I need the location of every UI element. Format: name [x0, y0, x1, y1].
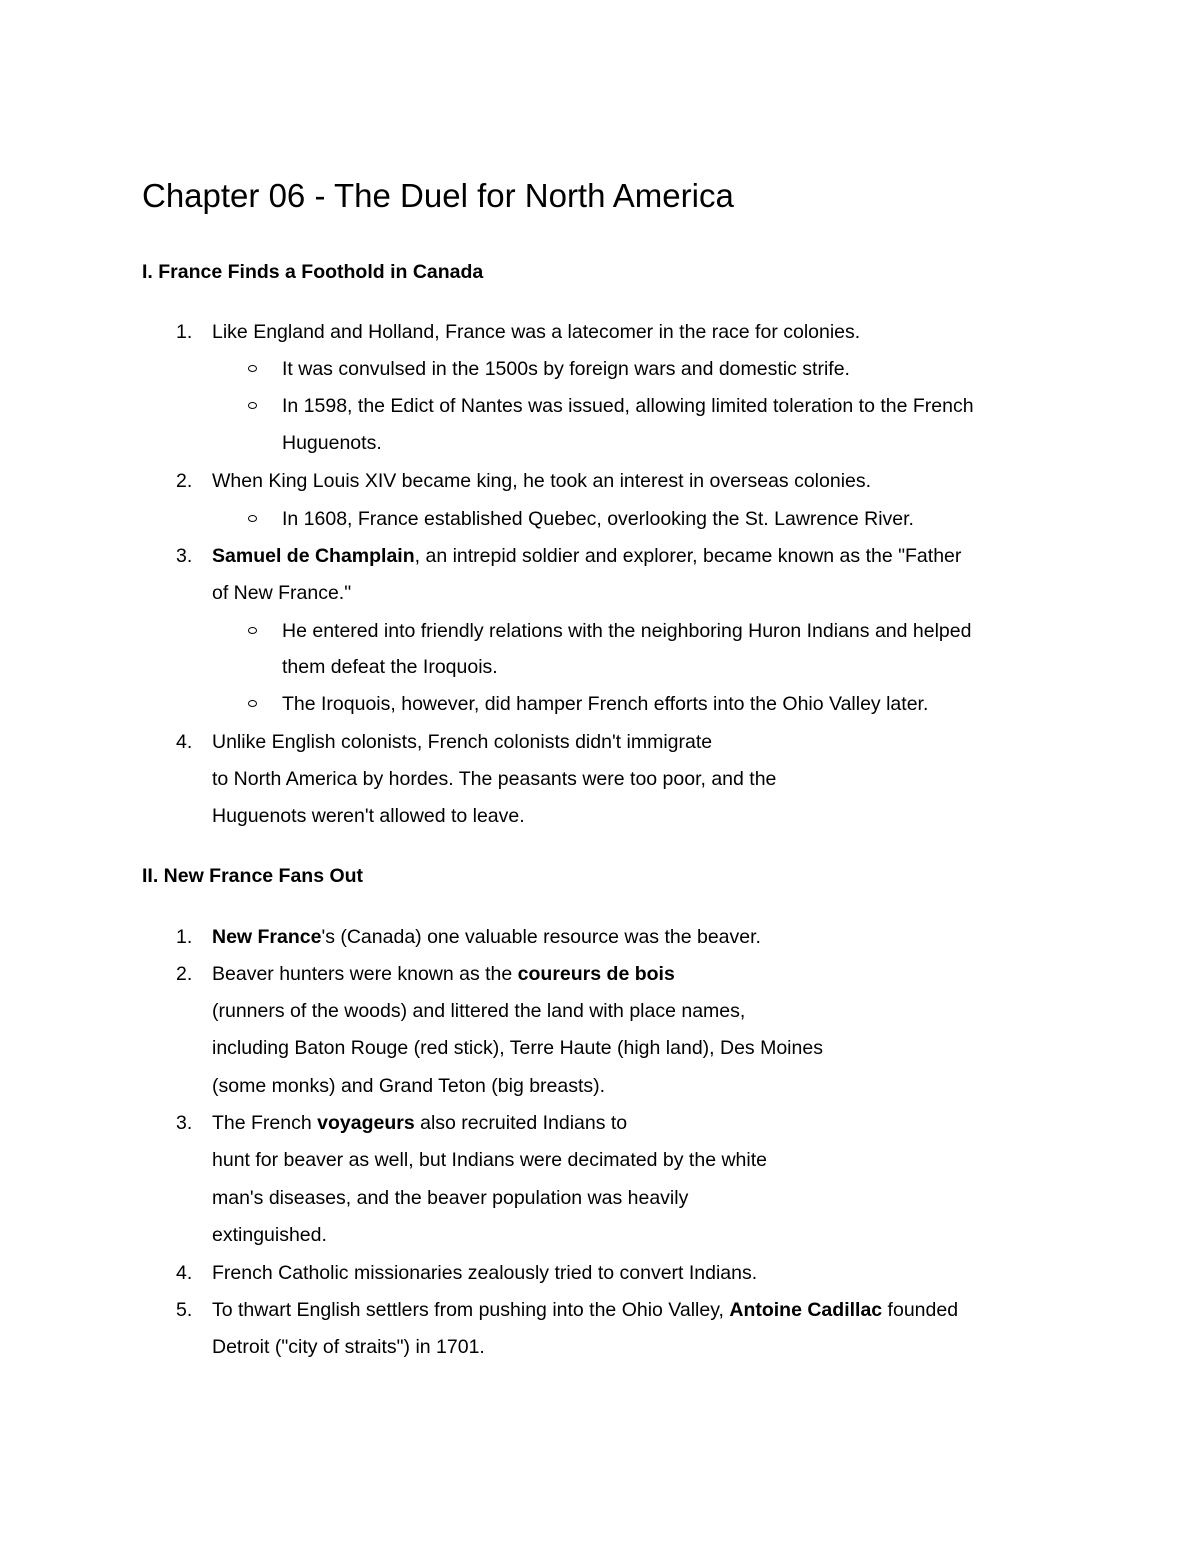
list-item-text: Like England and Holland, France was a latecomer in the race for colonies.	[212, 321, 861, 343]
list-number: 3.	[176, 545, 193, 567]
list-item-text: Beaver hunters were known as the coureurs de bois	[212, 963, 675, 985]
list-item-text: When King Louis XIV became king, he took an interest in overseas colonies.	[212, 470, 872, 492]
list-item-text: including Baton Rouge (red stick), Terre Haute (high land), Des Moines	[212, 1037, 823, 1059]
list-number: 5.	[176, 1299, 193, 1321]
list-number: 4.	[176, 1262, 193, 1284]
sub-item-text: In 1608, France established Quebec, overlooking the St. Lawrence River.	[282, 508, 914, 530]
sub-item-text: Huguenots.	[282, 432, 382, 454]
bold-term: New France	[212, 926, 322, 948]
list-item-text: (runners of the woods) and littered the land with place names,	[212, 1000, 746, 1022]
page-title: Chapter 06 - The Duel for North America	[142, 177, 734, 214]
section-1-heading: I. France Finds a Foothold in Canada	[142, 261, 484, 283]
list-item-text: to North America by hordes. The peasants were too poor, and the	[212, 768, 777, 790]
hollow-bullet-icon	[248, 393, 262, 419]
list-item-text: Detroit ("city of straits") in 1701.	[212, 1336, 485, 1358]
sub-item-text: He entered into friendly relations with the neighboring Huron Indians and helped	[282, 620, 972, 642]
sub-item-text: In 1598, the Edict of Nantes was issued, allowing limited toleration to the French	[282, 395, 974, 417]
list-item-text: hunt for beaver as well, but Indians were decimated by the white	[212, 1149, 767, 1171]
list-item-text: French Catholic missionaries zealously tried to convert Indians.	[212, 1262, 758, 1284]
list-item-text: man's diseases, and the beaver population was heavily	[212, 1187, 689, 1209]
bold-term: Antoine Cadillac	[729, 1299, 883, 1321]
list-item-text: Unlike English colonists, French colonists didn't immigrate	[212, 731, 713, 753]
list-number: 2.	[176, 963, 193, 985]
section-2-heading: II. New France Fans Out	[142, 865, 364, 887]
sub-item-text: It was convulsed in the 1500s by foreign wars and domestic strife.	[282, 358, 850, 380]
list-number: 2.	[176, 470, 193, 492]
hollow-bullet-icon	[248, 618, 262, 644]
list-item-text: The French voyageurs also recruited Indians to	[212, 1112, 628, 1134]
list-item-text: extinguished.	[212, 1224, 327, 1246]
sub-item-text: them defeat the Iroquois.	[282, 656, 498, 678]
hollow-bullet-icon	[248, 691, 262, 717]
list-number: 1.	[176, 926, 193, 948]
list-item-text: Huguenots weren't allowed to leave.	[212, 805, 525, 827]
bold-term: voyageurs	[317, 1112, 415, 1134]
list-item-text: New France's (Canada) one valuable resource was the beaver.	[212, 926, 761, 948]
list-number: 3.	[176, 1112, 193, 1134]
list-item-text: (some monks) and Grand Teton (big breasts).	[212, 1075, 606, 1097]
hollow-bullet-icon	[248, 506, 262, 532]
list-number: 1.	[176, 321, 193, 343]
hollow-bullet-icon	[248, 356, 262, 382]
list-item-text: To thwart English settlers from pushing into the Ohio Valley, Antoine Cadillac founded	[212, 1299, 959, 1321]
list-item-text: of New France."	[212, 582, 352, 604]
bold-term: coureurs de bois	[517, 963, 675, 985]
list-item-text: Samuel de Champlain, an intrepid soldier and explorer, became known as the "Father	[212, 545, 962, 567]
list-number: 4.	[176, 731, 193, 753]
bold-term: Samuel de Champlain	[212, 545, 415, 567]
sub-item-text: The Iroquois, however, did hamper French efforts into the Ohio Valley later.	[282, 693, 929, 715]
